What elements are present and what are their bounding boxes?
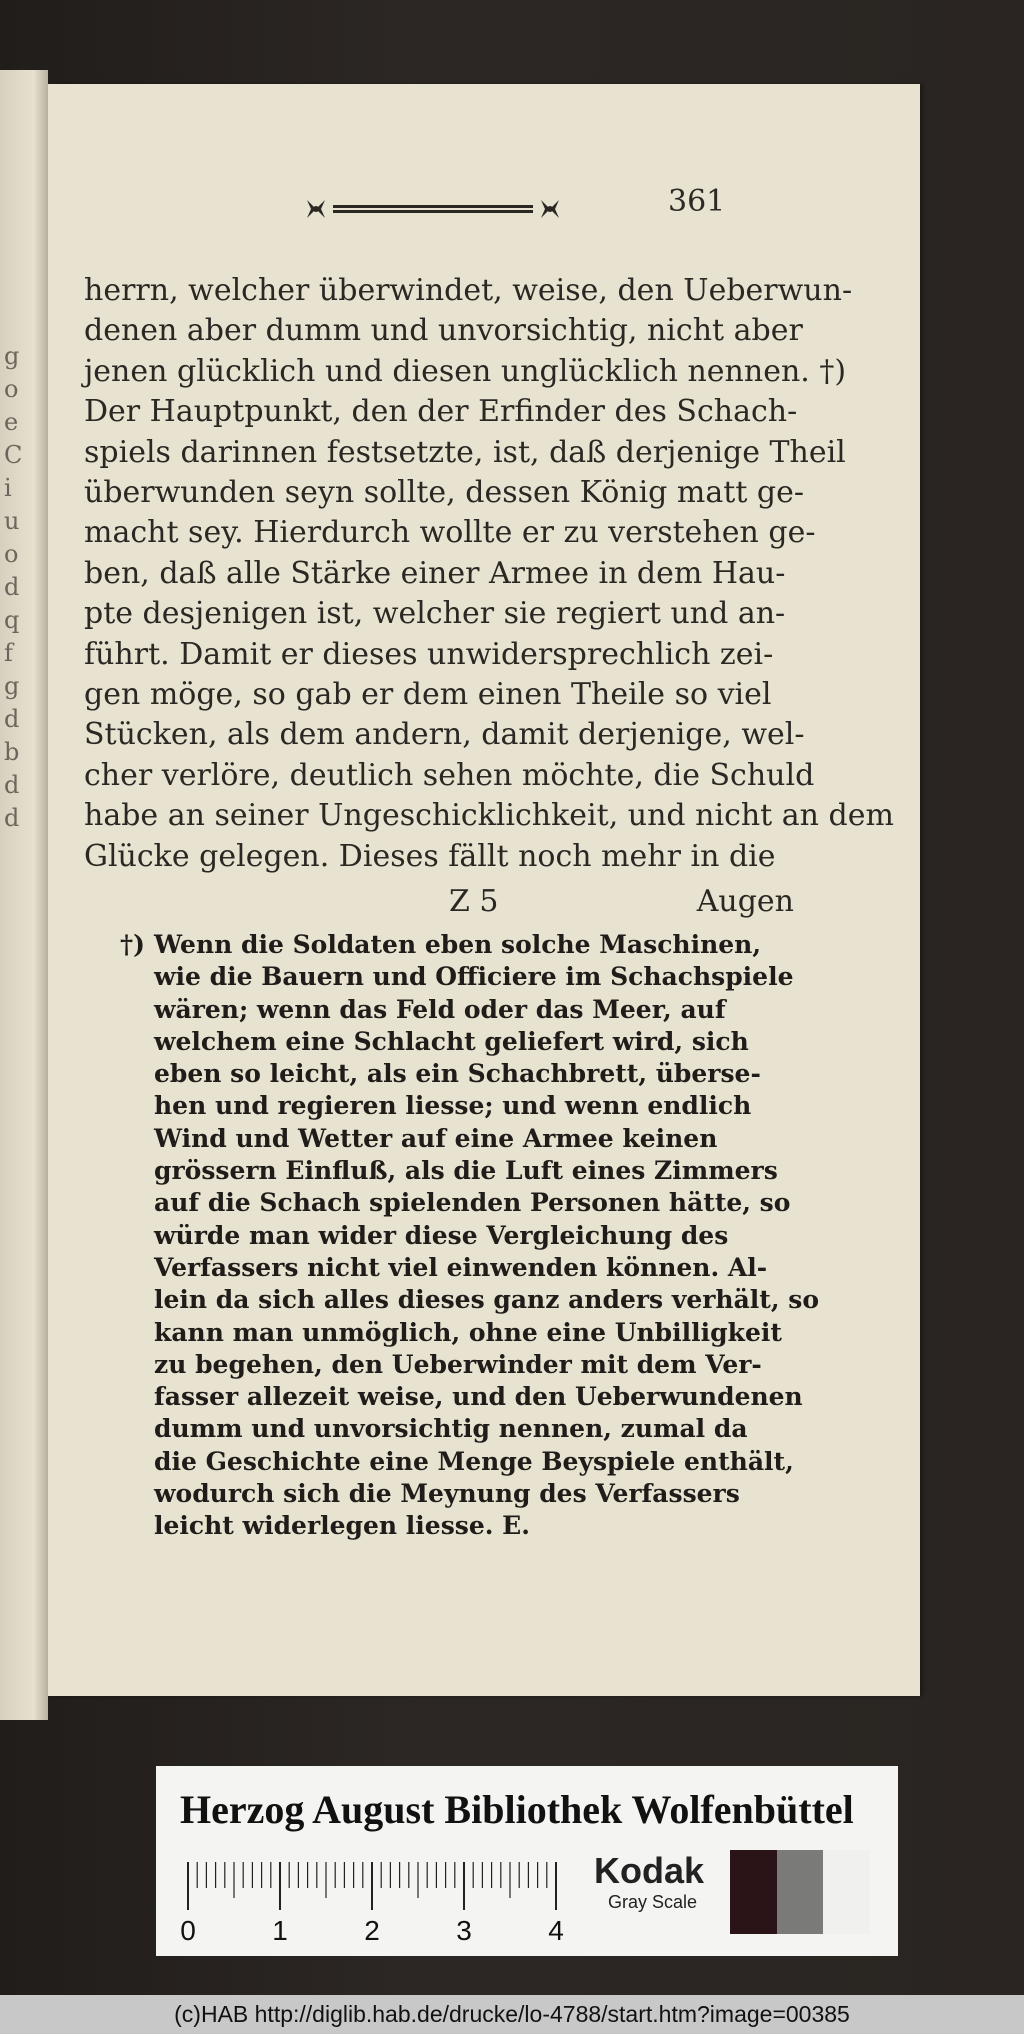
text-line: spiels darinnen festsetzte, ist, daß derjenige Theil xyxy=(84,434,846,470)
gray-scale-patches xyxy=(730,1850,870,1934)
footnote-line: fasser allezeit weise, und den Ueberwundenen xyxy=(154,1382,803,1412)
ornament-rule xyxy=(303,196,563,222)
footnote-text xyxy=(154,929,820,1543)
footnote-line: eben so leicht, als ein Schachbrett, überse- xyxy=(154,1059,761,1089)
text-line: ben, daß alle Stärke einer Armee in dem Hau- xyxy=(84,555,786,591)
footnote-line: Wind und Wetter auf eine Armee keinen xyxy=(154,1123,718,1153)
book-page xyxy=(48,84,920,1696)
ruler-number: 2 xyxy=(364,1915,380,1946)
footnote-line: würde man wider diese Vergleichung des xyxy=(154,1220,729,1250)
ruler-number: 4 xyxy=(548,1915,564,1946)
gray-patch xyxy=(777,1850,824,1934)
signature-line xyxy=(84,884,794,924)
gray-scale-label: Gray Scale xyxy=(608,1892,698,1912)
page-number: 361 xyxy=(668,184,726,219)
library-label-card xyxy=(156,1766,898,1956)
signature-mark: Z 5 xyxy=(449,884,499,919)
left-page-letter: d xyxy=(4,771,20,799)
main-text xyxy=(84,271,894,877)
gray-patch xyxy=(730,1850,777,1934)
catchword: Augen xyxy=(696,884,794,919)
left-page-letter: o xyxy=(4,540,19,568)
left-page-letter: o xyxy=(4,375,19,403)
text-line: habe an seiner Ungeschicklichkeit, und nicht an dem xyxy=(84,798,894,834)
footnote-line: welchem eine Schlacht geliefert wird, sich xyxy=(154,1026,749,1056)
ruler-number: 0 xyxy=(180,1915,196,1946)
footnote-line: wodurch sich die Meynung des Verfassers xyxy=(154,1479,740,1509)
library-name: Herzog August Bibliothek Wolfenbüttel xyxy=(180,1787,854,1832)
left-page-letter: i xyxy=(4,474,12,502)
ruler-number: 3 xyxy=(456,1915,472,1946)
scale-ruler xyxy=(180,1858,564,1948)
text-line: Stücken, als dem andern, damit derjenige, wel- xyxy=(84,717,805,753)
footnote-line: kann man unmöglich, ohne eine Unbilligkeit xyxy=(154,1317,782,1347)
kodak-logo: Kodak xyxy=(594,1850,705,1891)
footnote-line: zu begehen, den Ueberwinder mit dem Ver- xyxy=(154,1349,762,1379)
left-page-letter: f xyxy=(4,639,13,667)
footnote-line: Wenn die Soldaten eben solche Maschinen, xyxy=(154,930,762,959)
left-page-letter: e xyxy=(4,408,19,436)
text-line: jenen glücklich und diesen unglücklich nennen. †) xyxy=(84,353,847,389)
text-line: denen aber dumm und unvorsichtig, nicht aber xyxy=(84,313,803,349)
text-line: cher verlöre, deutlich sehen möchte, die Schuld xyxy=(84,757,815,793)
text-line: Der Hauptpunkt, den der Erfinder des Schach- xyxy=(84,394,798,430)
gray-patch xyxy=(823,1850,870,1934)
left-page-letter: g xyxy=(4,342,20,370)
footnote xyxy=(120,929,820,1543)
text-line: gen möge, so gab er dem einen Theile so viel xyxy=(84,677,772,713)
left-page-letter: d xyxy=(4,573,20,601)
left-page-letter: C xyxy=(4,441,23,469)
text-line: Glücke gelegen. Dieses fällt noch mehr in die xyxy=(84,838,776,874)
footnote-marker: †) xyxy=(120,930,145,959)
footnote-line: wie die Bauern und Officiere im Schachspiele xyxy=(154,962,794,992)
footnote-line: Verfassers nicht viel einwenden können. Al- xyxy=(154,1252,768,1282)
text-line: herrn, welcher überwindet, weise, den Ueberwun- xyxy=(84,273,853,308)
text-line: führt. Damit er dieses unwidersprechlich zei- xyxy=(84,636,774,672)
ruler-number: 1 xyxy=(272,1915,288,1946)
text-line: macht sey. Hierdurch wollte er zu verstehen ge- xyxy=(84,515,816,551)
footnote-line: hen und regieren liesse; und wenn endlich xyxy=(154,1091,752,1121)
left-page-letter: q xyxy=(4,606,20,634)
footer-credit: (c)HAB http://diglib.hab.de/drucke/lo-4788/start.htm?image=00385 xyxy=(0,1995,1024,2034)
left-page-letter: u xyxy=(4,507,20,535)
left-page-letter: g xyxy=(4,672,20,700)
text-line: pte desjenigen ist, welcher sie regiert und an- xyxy=(84,596,786,632)
left-page-letter: b xyxy=(4,738,20,766)
footnote-line: die Geschichte eine Menge Beyspiele enthält, xyxy=(154,1446,794,1476)
footnote-line: dumm und unvorsichtig nennen, zumal da xyxy=(154,1414,748,1444)
footnote-line: wären; wenn das Feld oder das Meer, auf xyxy=(154,994,726,1024)
left-page-letter: d xyxy=(4,705,20,733)
left-page-letter: d xyxy=(4,804,20,832)
footnote-line: auf die Schach spielenden Personen hätte, so xyxy=(154,1188,791,1218)
footnote-line: lein da sich alles dieses ganz anders verhält, so xyxy=(154,1285,820,1315)
text-line: überwunden seyn sollte, dessen König matt ge- xyxy=(84,475,804,511)
footnote-line: grössern Einfluß, als die Luft eines Zimmers xyxy=(154,1156,778,1186)
footnote-line: leicht widerlegen liesse. E. xyxy=(154,1511,530,1541)
left-page-fragments xyxy=(4,340,44,835)
left-page-edge xyxy=(0,70,48,1720)
